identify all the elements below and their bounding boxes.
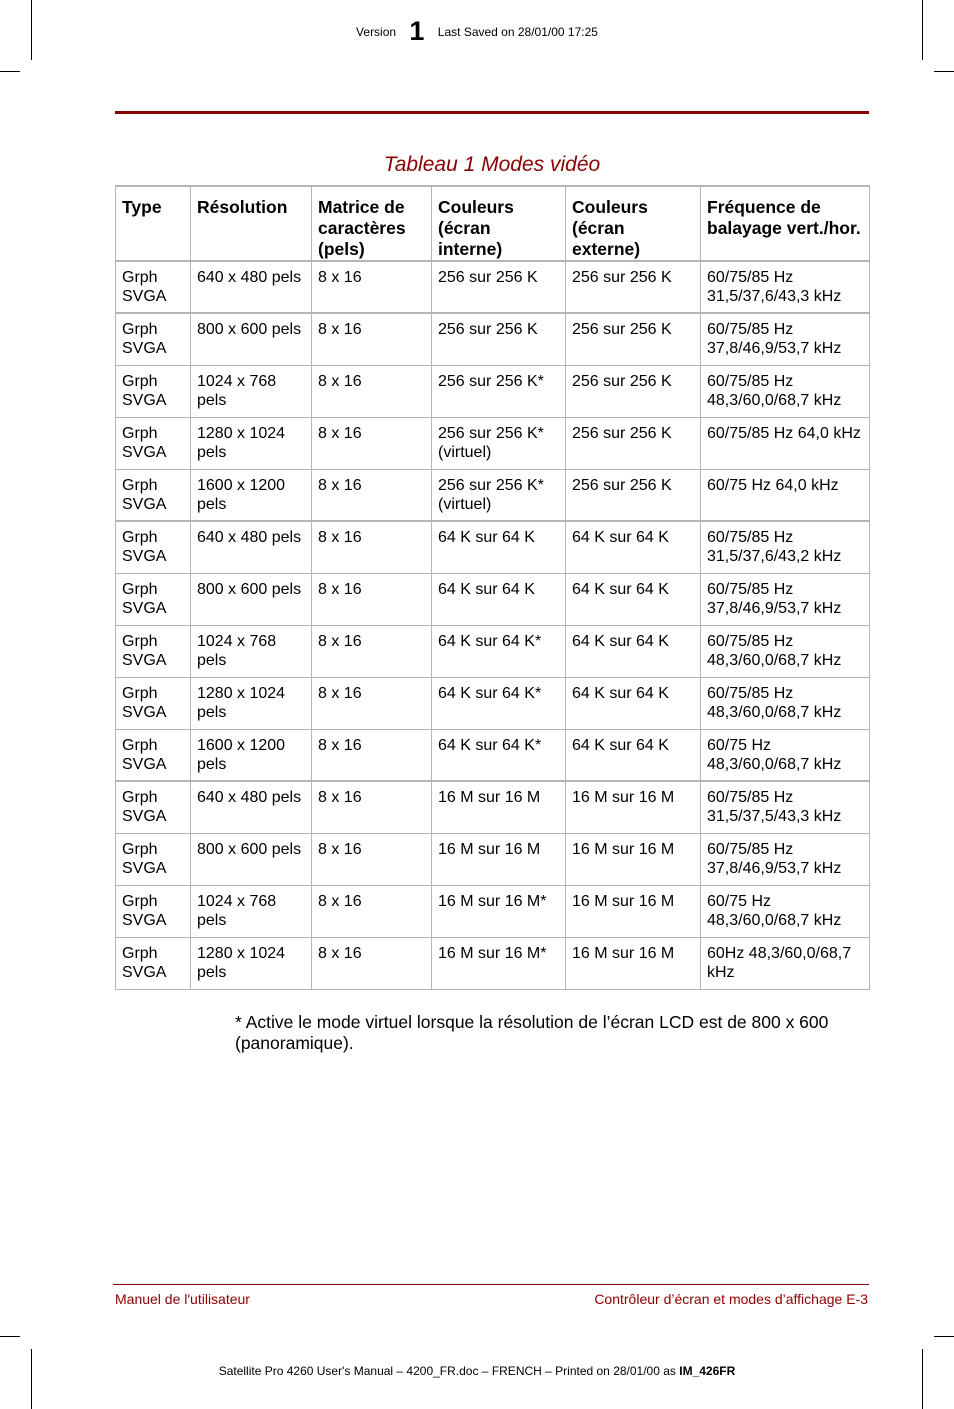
table-cell: 16 M sur 16 M <box>566 885 701 937</box>
crop-mark-bottom-left <box>31 1349 32 1409</box>
table-row <box>116 677 870 729</box>
table-cell: 640 x 480 pels <box>191 781 312 833</box>
table-cell: 256 sur 256 K* <box>432 365 566 417</box>
table-cell: 16 M sur 16 M* <box>432 937 566 989</box>
table-row <box>116 261 870 313</box>
table-cell: 60/75/85 Hz 48,3/60,0/68,7 kHz <box>701 677 870 729</box>
version-label: Version <box>356 25 397 39</box>
table-cell: 16 M sur 16 M <box>432 781 566 833</box>
column-header: Type <box>116 186 191 261</box>
table-header-row <box>116 186 870 261</box>
table-cell: 1600 x 1200 pels <box>191 729 312 781</box>
table-caption: Tableau 1 Modes vidéo <box>383 153 601 176</box>
table-cell: 256 sur 256 K <box>566 417 701 469</box>
table-cell: Grph SVGA <box>116 573 191 625</box>
table-cell: 8 x 16 <box>312 261 432 313</box>
last-saved: Last Saved on 28/01/00 17:25 <box>437 25 598 39</box>
table-cell: 256 sur 256 K* (virtuel) <box>432 417 566 469</box>
version-number: 1 <box>409 16 425 46</box>
table-row <box>116 573 870 625</box>
table-cell: Grph SVGA <box>116 677 191 729</box>
footer-left: Manuel de l'utilisateur <box>115 1291 250 1307</box>
table-cell: 60/75/85 Hz 37,8/46,9/53,7 kHz <box>701 833 870 885</box>
table-row <box>116 781 870 833</box>
table-cell: 800 x 600 pels <box>191 313 312 365</box>
table-row <box>116 365 870 417</box>
table-row <box>116 313 870 365</box>
footnote: * Active le mode virtuel lorsque la résolution de l’écran LCD est de 800 x 600 (panoramique). <box>235 1012 829 1053</box>
table-cell: 60/75 Hz 48,3/60,0/68,7 kHz <box>701 729 870 781</box>
table-cell: 16 M sur 16 M <box>566 937 701 989</box>
column-header: Couleurs (écran externe) <box>566 186 701 261</box>
table-cell: 60/75 Hz 48,3/60,0/68,7 kHz <box>701 885 870 937</box>
table-cell: Grph SVGA <box>116 885 191 937</box>
table-row <box>116 885 870 937</box>
table-row <box>116 729 870 781</box>
table-cell: 60Hz 48,3/60,0/68,7 kHz <box>701 937 870 989</box>
table-cell: 1280 x 1024 pels <box>191 417 312 469</box>
table-cell: 800 x 600 pels <box>191 573 312 625</box>
table-cell: 8 x 16 <box>312 417 432 469</box>
table-cell: 8 x 16 <box>312 365 432 417</box>
table-body <box>116 261 870 989</box>
table-cell: 256 sur 256 K <box>566 365 701 417</box>
table-cell: 8 x 16 <box>312 885 432 937</box>
table-cell: 60/75/85 Hz 64,0 kHz <box>701 417 870 469</box>
table-cell: 1024 x 768 pels <box>191 625 312 677</box>
table-cell: Grph SVGA <box>116 417 191 469</box>
table-cell: 64 K sur 64 K <box>432 521 566 573</box>
column-header: Couleurs (écran interne) <box>432 186 566 261</box>
table-cell: 60/75/85 Hz 31,5/37,6/43,3 kHz <box>701 261 870 313</box>
table-cell: Grph SVGA <box>116 781 191 833</box>
table-cell: 1280 x 1024 pels <box>191 677 312 729</box>
table-cell: Grph SVGA <box>116 521 191 573</box>
column-header: Fréquence de balayage vert./hor. <box>701 186 870 261</box>
table-cell: 8 x 16 <box>312 677 432 729</box>
table-cell: 8 x 16 <box>312 625 432 677</box>
table-cell: 8 x 16 <box>312 313 432 365</box>
table-cell: 8 x 16 <box>312 729 432 781</box>
table-cell: Grph SVGA <box>116 261 191 313</box>
table-cell: 16 M sur 16 M <box>432 833 566 885</box>
print-line <box>0 1364 954 1378</box>
video-modes-table <box>115 185 870 990</box>
table-cell: 8 x 16 <box>312 521 432 573</box>
table-cell: 60/75/85 Hz 37,8/46,9/53,7 kHz <box>701 573 870 625</box>
crop-mark-bottom-right-h <box>934 1336 954 1337</box>
table-cell: 1280 x 1024 pels <box>191 937 312 989</box>
table-cell: 16 M sur 16 M* <box>432 885 566 937</box>
table-cell: 60/75/85 Hz 31,5/37,5/43,3 kHz <box>701 781 870 833</box>
table-cell: 64 K sur 64 K <box>566 677 701 729</box>
table-cell: 256 sur 256 K <box>566 261 701 313</box>
table-cell: 640 x 480 pels <box>191 521 312 573</box>
footer-right: Contrôleur d’écran et modes d’affichage E-3 <box>594 1291 868 1307</box>
table-cell: 16 M sur 16 M <box>566 781 701 833</box>
table-cell: 640 x 480 pels <box>191 261 312 313</box>
table-row <box>116 417 870 469</box>
top-rule <box>115 111 869 114</box>
crop-mark-bottom-left-h <box>0 1336 20 1337</box>
table-cell: 1600 x 1200 pels <box>191 469 312 521</box>
bottom-rule <box>113 1284 869 1285</box>
table-cell: Grph SVGA <box>116 729 191 781</box>
table-cell: 256 sur 256 K <box>566 313 701 365</box>
table-row <box>116 469 870 521</box>
crop-mark-top-left-h <box>0 71 20 72</box>
table-cell: 64 K sur 64 K <box>566 625 701 677</box>
print-line-text: Satellite Pro 4260 User's Manual – 4200_FR.doc – FRENCH – Printed on 28/01/00 as <box>218 1364 680 1378</box>
table-row <box>116 625 870 677</box>
table-cell: 64 K sur 64 K <box>566 573 701 625</box>
table-cell: 8 x 16 <box>312 781 432 833</box>
table-cell: 1024 x 768 pels <box>191 885 312 937</box>
table-cell: Grph SVGA <box>116 313 191 365</box>
crop-mark-top-right-h <box>934 71 954 72</box>
table-cell: 256 sur 256 K <box>566 469 701 521</box>
table-cell: 256 sur 256 K <box>432 261 566 313</box>
table-cell: 1024 x 768 pels <box>191 365 312 417</box>
table-cell: 64 K sur 64 K* <box>432 677 566 729</box>
table-row <box>116 937 870 989</box>
table-cell: Grph SVGA <box>116 937 191 989</box>
table-cell: Grph SVGA <box>116 469 191 521</box>
table-cell: 64 K sur 64 K* <box>432 625 566 677</box>
column-header: Matrice de caractères (pels) <box>312 186 432 261</box>
crop-mark-bottom-right <box>922 1349 923 1409</box>
table-cell: Grph SVGA <box>116 365 191 417</box>
table-cell: 60/75/85 Hz 48,3/60,0/68,7 kHz <box>701 365 870 417</box>
table-cell: 64 K sur 64 K <box>432 573 566 625</box>
table-cell: 8 x 16 <box>312 469 432 521</box>
table-cell: 800 x 600 pels <box>191 833 312 885</box>
table-cell: 60/75/85 Hz 31,5/37,6/43,2 kHz <box>701 521 870 573</box>
table-cell: 8 x 16 <box>312 833 432 885</box>
column-header: Résolution <box>191 186 312 261</box>
table-cell: 16 M sur 16 M <box>566 833 701 885</box>
table-cell: 64 K sur 64 K <box>566 729 701 781</box>
table-cell: 256 sur 256 K <box>432 313 566 365</box>
table-row <box>116 833 870 885</box>
table-row <box>116 521 870 573</box>
table-cell: 60/75/85 Hz 48,3/60,0/68,7 kHz <box>701 625 870 677</box>
table-cell: 256 sur 256 K* (virtuel) <box>432 469 566 521</box>
table-cell: Grph SVGA <box>116 833 191 885</box>
table-cell: 8 x 16 <box>312 573 432 625</box>
version-header <box>0 18 954 45</box>
table-cell: 60/75 Hz 64,0 kHz <box>701 469 870 521</box>
table-cell: Grph SVGA <box>116 625 191 677</box>
table-cell: 64 K sur 64 K* <box>432 729 566 781</box>
table-cell: 60/75/85 Hz 37,8/46,9/53,7 kHz <box>701 313 870 365</box>
table-cell: 8 x 16 <box>312 937 432 989</box>
table-cell: 64 K sur 64 K <box>566 521 701 573</box>
print-line-code: IM_426FR <box>679 1364 736 1378</box>
